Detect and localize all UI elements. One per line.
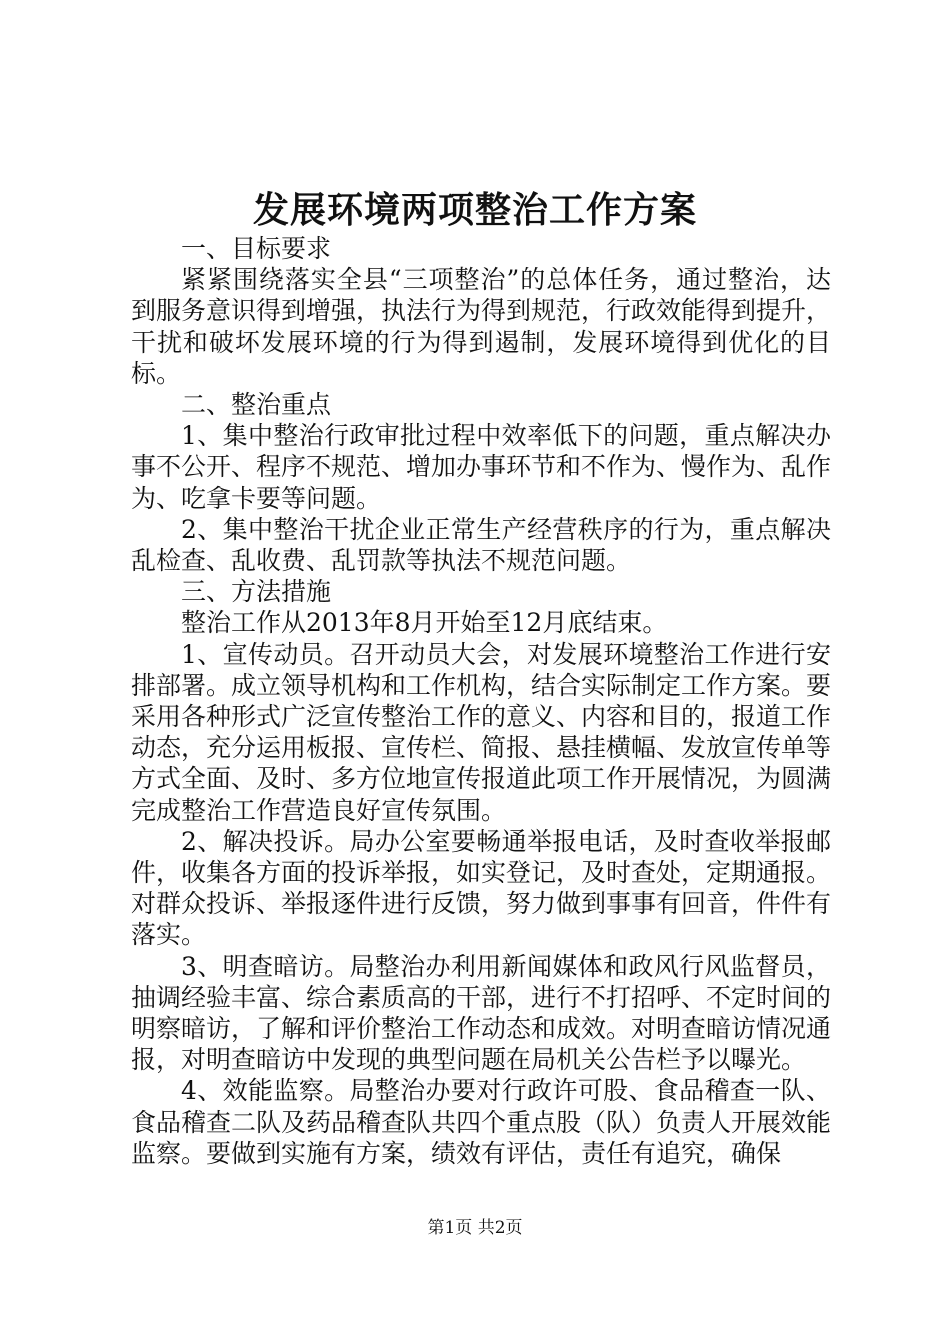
page-number-footer: 第1页 共2页 bbox=[427, 1218, 523, 1238]
document-title: 发展环境两项整治工作方案 bbox=[252, 189, 697, 231]
section-heading-focus: 二、整治重点 bbox=[181, 390, 332, 420]
paragraph-focus-2: 2、集中整治干扰企业正常生产经营秩序的行为，重点解决乱检查、乱收费、乱罚款等执法不规范问题。 bbox=[131, 514, 831, 576]
paragraph-measure-2: 2、解决投诉。局办公室要畅通举报电话，及时查收举报邮件，收集各方面的投诉举报，如实登记，及时查处，定期通报。对群众投诉、举报逐件进行反馈，努力做到事事有回音，件件有落实。 bbox=[131, 826, 832, 950]
section-heading-goals: 一、目标要求 bbox=[181, 234, 332, 263]
paragraph-timeline: 整治工作从2013年8月开始至12月底结束。 bbox=[181, 608, 668, 638]
document-body bbox=[131, 233, 831, 1169]
paragraph-focus-1: 1、集中整治行政审批过程中效率低下的问题，重点解决办事不公开、程序不规范、增加办事环节和不作为、慢作为、乱作为、吃拿卡要等问题。 bbox=[131, 421, 832, 513]
paragraph-measure-3: 3、明查暗访。局整治办利用新闻媒体和政风行风监督员，抽调经验丰富、综合素质高的干部，进行不打招呼、不定时间的明察暗访，了解和评价整治工作动态和成效。对明查暗访情况通报，对明查暗访中发现的典型问题在局机关公告栏予以曝光。 bbox=[131, 951, 832, 1075]
paragraph-measure-4: 4、效能监察。局整治办要对行政许可股、食品稽查一队、食品稽查二队及药品稽查队共四个重点股（队）负责人开展效能监察。要做到实施有方案，绩效有评估，责任有追究，确保 bbox=[131, 1076, 832, 1168]
paragraph-goals: 紧紧围绕落实全县“三项整治”的总体任务，通过整治，达到服务意识得到增强，执法行为得到规范，行政效能得到提升，干扰和破坏发展环境的行为得到遏制，发展环境得到优化的目标。 bbox=[131, 265, 832, 388]
section-heading-measures: 三、方法措施 bbox=[181, 577, 332, 607]
paragraph-measure-1: 1、宣传动员。召开动员大会，对发展环境整治工作进行安排部署。成立领导机构和工作机构，结合实际制定工作方案。要采用各种形式广泛宣传整治工作的意义、内容和目的，报道工作动态，充分运用板报、宣传栏、简报、悬挂横幅、发放宣传单等方式全面、及时、多方位地宣传报道此项工作开展情况，为圆满完成整治工作营造良好宣传氛围。 bbox=[131, 639, 832, 825]
